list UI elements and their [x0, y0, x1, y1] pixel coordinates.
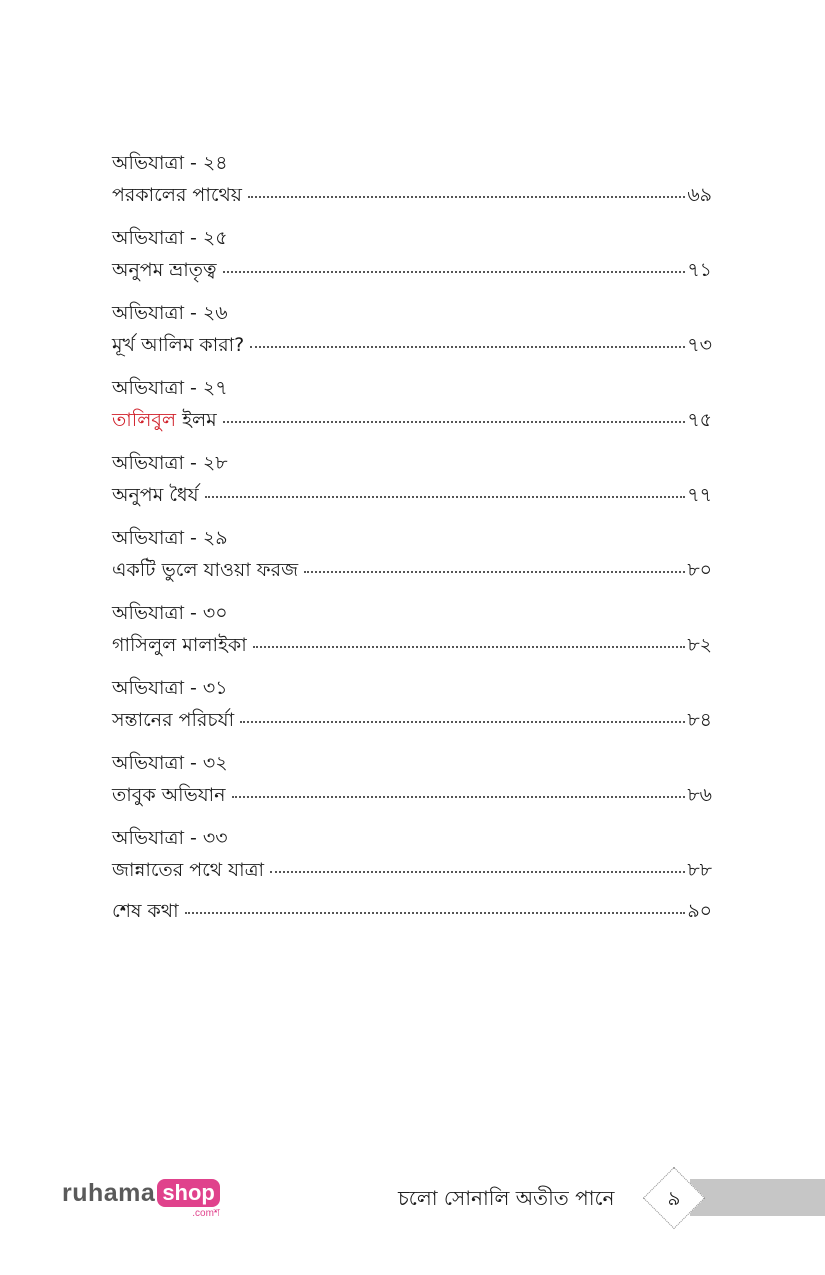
toc-entry[interactable] [112, 703, 712, 737]
toc-entry[interactable] [112, 478, 712, 512]
page-number: ৯ [667, 1186, 681, 1210]
toc-entry[interactable] [112, 178, 712, 212]
section-heading: অভিযাত্রা - ৩১ [112, 677, 228, 699]
entry-title: মূর্খ আলিম কারা? [112, 334, 245, 356]
entry-title: তাবুক অভিযান [112, 784, 226, 806]
entry-page-number: ৮৬ [687, 784, 712, 806]
section-heading: অভিযাত্রা - ২৪ [112, 152, 228, 174]
toc-section [112, 223, 712, 298]
toc-section [112, 748, 712, 823]
logo-domain: .comশ [192, 1208, 220, 1219]
section-heading: অভিযাত্রা - ৩২ [112, 752, 228, 774]
entry-page-number: ৮২ [687, 634, 712, 656]
toc-section [112, 373, 712, 448]
entry-title: সন্তানের পরিচর্যা [112, 709, 235, 731]
dot-leader [253, 645, 686, 648]
dot-leader [205, 495, 686, 498]
toc-entry[interactable] [112, 553, 712, 587]
toc-entry[interactable] [112, 853, 712, 887]
toc-entry[interactable] [112, 778, 712, 812]
toc-section [112, 523, 712, 598]
section-heading: অভিযাত্রা - ২৫ [112, 227, 228, 249]
dot-leader [240, 720, 685, 723]
section-heading: অভিযাত্রা - ৩৩ [112, 827, 228, 849]
section-heading: অভিযাত্রা - ২৬ [112, 302, 228, 324]
entry-page-number: ৭৫ [687, 409, 712, 431]
section-heading: অভিযাত্রা - ৩০ [112, 602, 228, 624]
dot-leader [304, 570, 685, 573]
entry-page-number: ৮৪ [687, 709, 712, 731]
toc-entry-final[interactable] [112, 894, 712, 928]
toc-entry[interactable] [112, 253, 712, 287]
dot-leader [223, 270, 686, 273]
section-heading: অভিযাত্রা - ২৯ [112, 527, 228, 549]
dot-leader [248, 195, 685, 198]
publisher-logo [62, 1178, 220, 1222]
entry-page-number: ৬৯ [687, 184, 712, 206]
toc-section [112, 598, 712, 673]
section-heading: অভিযাত্রা - ২৭ [112, 377, 228, 399]
entry-title: পরকালের পাথেয় [112, 184, 242, 206]
table-of-contents [112, 148, 712, 928]
toc-entry[interactable] [112, 628, 712, 662]
toc-section [112, 148, 712, 223]
entry-title [112, 403, 217, 437]
entry-page-number: ৮৮ [687, 859, 712, 881]
entry-title: শেষ কথা [112, 900, 179, 922]
entry-page-number: ৭৩ [687, 334, 712, 356]
entry-title: অনুপম ভ্রাতৃত্ব [112, 259, 217, 281]
entry-title: অনুপম ধৈর্য [112, 484, 199, 506]
dot-leader [185, 911, 686, 914]
entry-page-number: ৭১ [687, 259, 712, 281]
entry-page-number: ৯০ [687, 900, 712, 922]
dot-leader [223, 420, 686, 423]
dot-leader [232, 795, 686, 798]
footer-gray-bar [690, 1179, 825, 1216]
toc-section [112, 823, 712, 898]
toc-section [112, 673, 712, 748]
logo-shop-badge: shop [157, 1179, 220, 1207]
toc-section [112, 448, 712, 523]
dot-leader [250, 345, 685, 348]
entry-page-number: ৭৭ [687, 484, 712, 506]
entry-title: গাসিলুল মালাইকা [112, 634, 247, 656]
entry-title: একটি ভুলে যাওয়া ফরজ [112, 559, 299, 581]
running-book-title: চলো সোনালি অতীত পানে [398, 1186, 615, 1210]
logo-brand-text: ruhama [62, 1179, 156, 1207]
toc-section [112, 298, 712, 373]
entry-title-highlight: তালিবুল [112, 409, 177, 431]
dot-leader [270, 870, 685, 873]
toc-entry[interactable] [112, 328, 712, 362]
entry-page-number: ৮০ [687, 559, 712, 581]
entry-title: জান্নাতের পথে যাত্রা [112, 859, 265, 881]
toc-entry[interactable] [112, 403, 712, 437]
section-heading: অভিযাত্রা - ২৮ [112, 452, 228, 474]
entry-title-rest: ইলম [176, 409, 217, 431]
